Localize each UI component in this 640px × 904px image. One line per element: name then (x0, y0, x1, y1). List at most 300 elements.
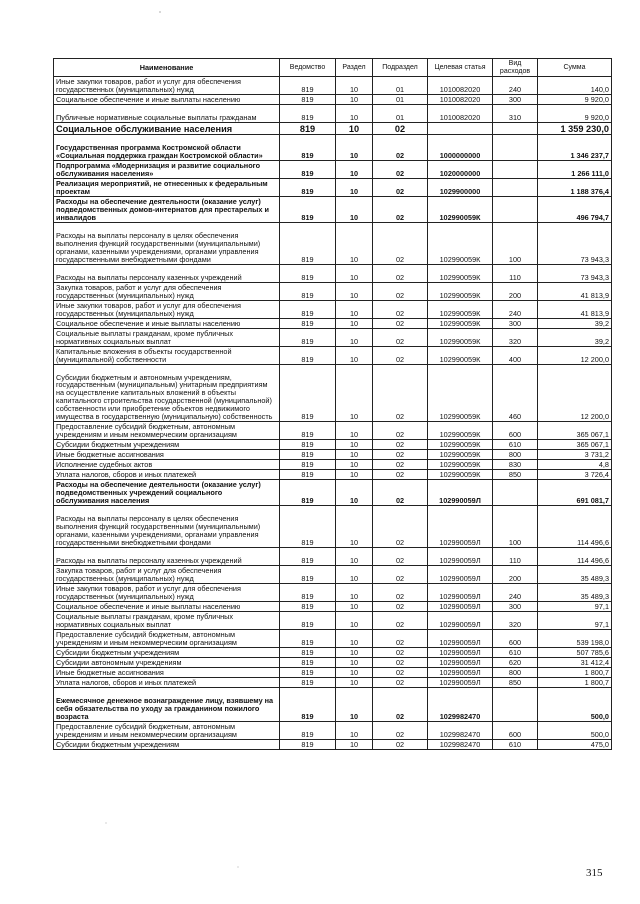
cell-sum: 97,1 (538, 602, 612, 612)
cell-dept: 819 (280, 668, 336, 678)
cell-target: 102990059К (428, 319, 493, 329)
cell-target: 102990059К (428, 365, 493, 422)
cell-sum: 39,2 (538, 319, 612, 329)
cell-name: Предоставление субсидий бюджетным, автономным учреждениям и иным некоммерческим организациям (54, 422, 280, 440)
cell-name: Уплата налогов, сборов и иных платежей (54, 470, 280, 480)
cell-section: 10 (336, 223, 373, 265)
cell-name: Иные закупки товаров, работ и услуг для обеспечения государственных (муниципальных) нужд (54, 77, 280, 95)
cell-target: 102990059К (428, 470, 493, 480)
cell-section: 10 (336, 740, 373, 750)
cell-kind: 320 (493, 329, 538, 347)
cell-kind: 240 (493, 77, 538, 95)
cell-target: 102990059Л (428, 678, 493, 688)
cell-sum: 97,1 (538, 612, 612, 630)
cell-target: 102990059Л (428, 668, 493, 678)
cell-target (428, 123, 493, 135)
cell-sum: 73 943,3 (538, 265, 612, 283)
cell-kind: 310 (493, 105, 538, 123)
header-dept: Ведомство (280, 59, 336, 77)
cell-kind (493, 161, 538, 179)
cell-section: 10 (336, 283, 373, 301)
cell-sum: 41 813,9 (538, 283, 612, 301)
cell-dept: 819 (280, 740, 336, 750)
table-row (54, 566, 612, 584)
cell-sum: 365 067,1 (538, 422, 612, 440)
cell-sum: 4,8 (538, 460, 612, 470)
cell-sum: 475,0 (538, 740, 612, 750)
cell-dept: 819 (280, 223, 336, 265)
header-name: Наименование (54, 59, 280, 77)
header-subsection: Подраздел (373, 59, 428, 77)
cell-kind: 800 (493, 668, 538, 678)
cell-dept: 819 (280, 135, 336, 161)
cell-name: Расходы на обеспечение деятельности (оказание услуг) подведомственных учреждений социального обслуживания населения (54, 480, 280, 506)
cell-subsection: 02 (373, 135, 428, 161)
cell-subsection: 02 (373, 602, 428, 612)
cell-dept: 819 (280, 161, 336, 179)
table-row (54, 688, 612, 722)
cell-subsection: 02 (373, 470, 428, 480)
cell-subsection: 02 (373, 450, 428, 460)
cell-section: 10 (336, 688, 373, 722)
cell-target: 102990059Л (428, 566, 493, 584)
cell-section: 10 (336, 347, 373, 365)
cell-dept: 819 (280, 506, 336, 548)
cell-subsection: 02 (373, 329, 428, 347)
cell-target: 1029900000 (428, 179, 493, 197)
cell-name: Публичные нормативные социальные выплаты гражданам (54, 105, 280, 123)
cell-sum: 1 800,7 (538, 678, 612, 688)
cell-section: 10 (336, 161, 373, 179)
cell-dept: 819 (280, 602, 336, 612)
table-row (54, 422, 612, 440)
table-body (54, 77, 612, 750)
cell-target: 102990059К (428, 347, 493, 365)
cell-sum: 9 920,0 (538, 95, 612, 105)
cell-name: Социальные выплаты гражданам, кроме публичных нормативных социальных выплат (54, 329, 280, 347)
table-row (54, 602, 612, 612)
cell-dept: 819 (280, 612, 336, 630)
table-row (54, 460, 612, 470)
table-row (54, 648, 612, 658)
cell-name: Уплата налогов, сборов и иных платежей (54, 678, 280, 688)
cell-kind: 300 (493, 319, 538, 329)
cell-name: Капитальные вложения в объекты государственной (муниципальной) собственности (54, 347, 280, 365)
cell-target: 102990059Л (428, 658, 493, 668)
cell-name: Субсидии автономным учреждениям (54, 658, 280, 668)
cell-subsection: 02 (373, 584, 428, 602)
cell-section: 10 (336, 440, 373, 450)
page-number: 315 (586, 867, 603, 879)
cell-dept: 819 (280, 630, 336, 648)
cell-sum: 500,0 (538, 688, 612, 722)
cell-section: 10 (336, 480, 373, 506)
header-sum: Сумма (538, 59, 612, 77)
table-row (54, 450, 612, 460)
table-row (54, 584, 612, 602)
cell-sum: 3 726,4 (538, 470, 612, 480)
cell-name: Государственная программа Костромской области «Социальная поддержка граждан Костромской области» (54, 135, 280, 161)
cell-section: 10 (336, 584, 373, 602)
cell-name: Закупка товаров, работ и услуг для обеспечения государственных (муниципальных) нужд (54, 283, 280, 301)
cell-section: 10 (336, 630, 373, 648)
cell-target: 102990059Л (428, 602, 493, 612)
cell-subsection: 02 (373, 319, 428, 329)
cell-section: 10 (336, 422, 373, 440)
cell-subsection: 02 (373, 688, 428, 722)
cell-kind: 240 (493, 584, 538, 602)
cell-kind: 600 (493, 630, 538, 648)
cell-target: 102990059К (428, 422, 493, 440)
cell-section: 10 (336, 470, 373, 480)
cell-kind: 600 (493, 722, 538, 740)
cell-target: 102990059Л (428, 612, 493, 630)
cell-kind: 600 (493, 422, 538, 440)
cell-section: 10 (336, 506, 373, 548)
cell-subsection: 02 (373, 179, 428, 197)
cell-dept: 819 (280, 95, 336, 105)
cell-sum: 41 813,9 (538, 301, 612, 319)
cell-name: Субсидии бюджетным и автономным учреждениям, государственным (муниципальным) унитарным предприятиям на осуществление капитальных вложений в объекты капитального строительства государственной (муниципальной) собственности или приобретение объектов недвижимого имущества в государственную (муниципальную) собственность (54, 365, 280, 422)
cell-kind: 300 (493, 95, 538, 105)
table-row (54, 722, 612, 740)
cell-sum: 73 943,3 (538, 223, 612, 265)
table-row (54, 77, 612, 95)
cell-dept: 819 (280, 450, 336, 460)
cell-dept: 819 (280, 648, 336, 658)
cell-target: 102990059К (428, 450, 493, 460)
table-row (54, 658, 612, 668)
cell-sum: 500,0 (538, 722, 612, 740)
cell-subsection: 02 (373, 283, 428, 301)
table-row (54, 548, 612, 566)
cell-kind (493, 480, 538, 506)
cell-sum: 691 081,7 (538, 480, 612, 506)
cell-subsection: 01 (373, 77, 428, 95)
cell-dept: 819 (280, 470, 336, 480)
table-row (54, 223, 612, 265)
cell-section: 10 (336, 319, 373, 329)
cell-kind: 320 (493, 612, 538, 630)
table-row (54, 440, 612, 450)
cell-section: 10 (336, 678, 373, 688)
cell-sum: 35 489,3 (538, 584, 612, 602)
cell-name: Социальное обеспечение и иные выплаты населению (54, 95, 280, 105)
cell-section: 10 (336, 612, 373, 630)
cell-name: Социальные выплаты гражданам, кроме публичных нормативных социальных выплат (54, 612, 280, 630)
table-row (54, 630, 612, 648)
cell-dept: 819 (280, 265, 336, 283)
cell-kind: 200 (493, 283, 538, 301)
cell-sum: 12 200,0 (538, 365, 612, 422)
table-row (54, 161, 612, 179)
cell-section: 10 (336, 602, 373, 612)
cell-sum: 365 067,1 (538, 440, 612, 450)
table-row (54, 105, 612, 123)
cell-section: 10 (336, 301, 373, 319)
cell-target: 102990059К (428, 329, 493, 347)
cell-name: Иные бюджетные ассигнования (54, 450, 280, 460)
cell-name: Социальное обслуживание населения (54, 123, 280, 135)
table-row (54, 265, 612, 283)
cell-section: 10 (336, 722, 373, 740)
cell-subsection: 02 (373, 223, 428, 265)
cell-sum: 114 496,6 (538, 506, 612, 548)
cell-section: 10 (336, 460, 373, 470)
table-row (54, 612, 612, 630)
cell-dept: 819 (280, 440, 336, 450)
cell-section: 10 (336, 179, 373, 197)
cell-name: Субсидии бюджетным учреждениям (54, 440, 280, 450)
cell-dept: 819 (280, 678, 336, 688)
cell-section: 10 (336, 105, 373, 123)
cell-sum: 507 785,6 (538, 648, 612, 658)
table-row (54, 365, 612, 422)
cell-kind: 610 (493, 740, 538, 750)
cell-target: 102990059К (428, 197, 493, 223)
cell-sum: 3 731,2 (538, 450, 612, 460)
cell-name: Исполнение судебных актов (54, 460, 280, 470)
cell-subsection: 02 (373, 678, 428, 688)
cell-name: Подпрограмма «Модернизация и развитие социального обслуживания населения» (54, 161, 280, 179)
table-row (54, 135, 612, 161)
cell-target: 102990059К (428, 301, 493, 319)
cell-kind: 620 (493, 658, 538, 668)
cell-name: Иные закупки товаров, работ и услуг для обеспечения государственных (муниципальных) нужд (54, 301, 280, 319)
cell-subsection: 02 (373, 630, 428, 648)
cell-section: 10 (336, 95, 373, 105)
cell-section: 10 (336, 548, 373, 566)
cell-target: 1010082020 (428, 95, 493, 105)
cell-target: 102990059К (428, 440, 493, 450)
cell-target: 1029982470 (428, 688, 493, 722)
cell-kind (493, 688, 538, 722)
cell-target: 102990059Л (428, 584, 493, 602)
cell-target: 102990059К (428, 460, 493, 470)
cell-target: 1010082020 (428, 77, 493, 95)
table-row (54, 668, 612, 678)
cell-subsection: 01 (373, 95, 428, 105)
table-row (54, 506, 612, 548)
table-row (54, 470, 612, 480)
table-row (54, 197, 612, 223)
cell-subsection: 02 (373, 722, 428, 740)
cell-section: 10 (336, 329, 373, 347)
cell-subsection: 02 (373, 506, 428, 548)
cell-kind: 800 (493, 450, 538, 460)
cell-dept: 819 (280, 283, 336, 301)
cell-sum: 35 489,3 (538, 566, 612, 584)
header-kind: Вид расходов (493, 59, 538, 77)
cell-sum: 114 496,6 (538, 548, 612, 566)
header-target: Целевая статья (428, 59, 493, 77)
cell-sum: 496 794,7 (538, 197, 612, 223)
cell-dept: 819 (280, 688, 336, 722)
cell-target: 102990059К (428, 265, 493, 283)
cell-kind: 610 (493, 648, 538, 658)
cell-subsection: 02 (373, 265, 428, 283)
cell-dept: 819 (280, 179, 336, 197)
cell-subsection: 02 (373, 480, 428, 506)
cell-sum: 1 346 237,7 (538, 135, 612, 161)
table-row (54, 123, 612, 135)
cell-name: Расходы на обеспечение деятельности (оказание услуг) подведомственных домов-интернатов для престарелых и инвалидов (54, 197, 280, 223)
cell-subsection: 02 (373, 566, 428, 584)
cell-subsection: 02 (373, 301, 428, 319)
cell-kind: 610 (493, 440, 538, 450)
cell-kind: 850 (493, 470, 538, 480)
cell-name: Расходы на выплаты персоналу в целях обеспечения выполнения функций государственными (муниципальными) органами, казенными учреждениями, органами управления государственными внебюджетными фондами (54, 223, 280, 265)
cell-section: 10 (336, 77, 373, 95)
budget-table (53, 58, 612, 750)
cell-dept: 819 (280, 319, 336, 329)
cell-target: 102990059К (428, 283, 493, 301)
cell-kind (493, 123, 538, 135)
header-section: Раздел (336, 59, 373, 77)
cell-dept: 819 (280, 422, 336, 440)
cell-section: 10 (336, 566, 373, 584)
cell-dept: 819 (280, 365, 336, 422)
cell-kind: 200 (493, 566, 538, 584)
cell-section: 10 (336, 197, 373, 223)
cell-subsection: 02 (373, 668, 428, 678)
cell-kind: 850 (493, 678, 538, 688)
cell-subsection: 02 (373, 658, 428, 668)
table-row (54, 480, 612, 506)
cell-name: Реализация мероприятий, не отнесенных к федеральным проектам (54, 179, 280, 197)
cell-target: 1010082020 (428, 105, 493, 123)
table-row (54, 740, 612, 750)
cell-kind: 100 (493, 223, 538, 265)
cell-dept: 819 (280, 658, 336, 668)
cell-name: Социальное обеспечение и иные выплаты населению (54, 319, 280, 329)
cell-subsection: 02 (373, 460, 428, 470)
cell-dept: 819 (280, 460, 336, 470)
cell-dept: 819 (280, 197, 336, 223)
cell-subsection: 02 (373, 612, 428, 630)
cell-kind: 830 (493, 460, 538, 470)
cell-target: 102990059К (428, 223, 493, 265)
cell-sum: 9 920,0 (538, 105, 612, 123)
cell-dept: 819 (280, 480, 336, 506)
cell-subsection: 02 (373, 422, 428, 440)
cell-sum: 1 188 376,4 (538, 179, 612, 197)
cell-target: 102990059Л (428, 630, 493, 648)
cell-kind: 300 (493, 602, 538, 612)
cell-name: Расходы на выплаты персоналу казенных учреждений (54, 265, 280, 283)
cell-name: Расходы на выплаты персоналу в целях обеспечения выполнения функций государственными (муниципальными) органами, казенными учреждениями, органами управления государственными внебюджетными фондами (54, 506, 280, 548)
cell-section: 10 (336, 135, 373, 161)
table-header-row (54, 59, 612, 77)
cell-section: 10 (336, 668, 373, 678)
cell-kind: 110 (493, 265, 538, 283)
cell-target: 1020000000 (428, 161, 493, 179)
cell-subsection: 02 (373, 347, 428, 365)
cell-kind (493, 179, 538, 197)
cell-subsection: 02 (373, 648, 428, 658)
cell-section: 10 (336, 450, 373, 460)
cell-kind: 240 (493, 301, 538, 319)
cell-section: 10 (336, 648, 373, 658)
cell-name: Расходы на выплаты персоналу казенных учреждений (54, 548, 280, 566)
cell-name: Иные бюджетные ассигнования (54, 668, 280, 678)
cell-subsection: 02 (373, 740, 428, 750)
cell-dept: 819 (280, 722, 336, 740)
cell-section: 10 (336, 365, 373, 422)
table-row (54, 329, 612, 347)
budget-table-sheet (53, 58, 611, 750)
cell-dept: 819 (280, 566, 336, 584)
cell-subsection: 02 (373, 440, 428, 450)
cell-sum: 31 412,4 (538, 658, 612, 668)
cell-dept: 819 (280, 347, 336, 365)
cell-name: Предоставление субсидий бюджетным, автономным учреждениям и иным некоммерческим организациям (54, 722, 280, 740)
cell-dept: 819 (280, 584, 336, 602)
cell-target: 102990059Л (428, 648, 493, 658)
cell-subsection: 02 (373, 197, 428, 223)
cell-name: Субсидии бюджетным учреждениям (54, 648, 280, 658)
cell-section: 10 (336, 123, 373, 135)
cell-dept: 819 (280, 548, 336, 566)
cell-sum: 1 359 230,0 (538, 123, 612, 135)
cell-subsection: 02 (373, 123, 428, 135)
cell-name: Социальное обеспечение и иные выплаты населению (54, 602, 280, 612)
cell-dept: 819 (280, 301, 336, 319)
cell-sum: 39,2 (538, 329, 612, 347)
cell-name: Иные закупки товаров, работ и услуг для обеспечения государственных (муниципальных) нужд (54, 584, 280, 602)
cell-name: Ежемесячное денежное вознаграждение лицу, взявшему на себя обязательства по уходу за гражданином пожилого возраста (54, 688, 280, 722)
cell-section: 10 (336, 658, 373, 668)
table-row (54, 179, 612, 197)
cell-name: Субсидии бюджетным учреждениям (54, 740, 280, 750)
cell-sum: 539 198,0 (538, 630, 612, 648)
cell-sum: 1 800,7 (538, 668, 612, 678)
cell-dept: 819 (280, 77, 336, 95)
cell-target: 1029982470 (428, 740, 493, 750)
table-row (54, 95, 612, 105)
table-row (54, 347, 612, 365)
table-row (54, 678, 612, 688)
cell-kind: 400 (493, 347, 538, 365)
cell-target: 102990059Л (428, 480, 493, 506)
cell-dept: 819 (280, 329, 336, 347)
cell-sum: 140,0 (538, 77, 612, 95)
cell-subsection: 02 (373, 548, 428, 566)
cell-name: Предоставление субсидий бюджетным, автономным учреждениям и иным некоммерческим организациям (54, 630, 280, 648)
cell-name: Закупка товаров, работ и услуг для обеспечения государственных (муниципальных) нужд (54, 566, 280, 584)
cell-target: 1029982470 (428, 722, 493, 740)
cell-kind: 110 (493, 548, 538, 566)
table-row (54, 301, 612, 319)
cell-section: 10 (336, 265, 373, 283)
cell-subsection: 02 (373, 365, 428, 422)
cell-target: 1000000000 (428, 135, 493, 161)
cell-target: 102990059Л (428, 506, 493, 548)
cell-kind (493, 197, 538, 223)
cell-subsection: 01 (373, 105, 428, 123)
cell-kind: 460 (493, 365, 538, 422)
table-row (54, 319, 612, 329)
cell-sum: 1 266 111,0 (538, 161, 612, 179)
cell-sum: 12 200,0 (538, 347, 612, 365)
cell-subsection: 02 (373, 161, 428, 179)
cell-dept: 819 (280, 105, 336, 123)
cell-kind (493, 135, 538, 161)
cell-dept: 819 (280, 123, 336, 135)
cell-kind: 100 (493, 506, 538, 548)
cell-target: 102990059Л (428, 548, 493, 566)
table-row (54, 283, 612, 301)
